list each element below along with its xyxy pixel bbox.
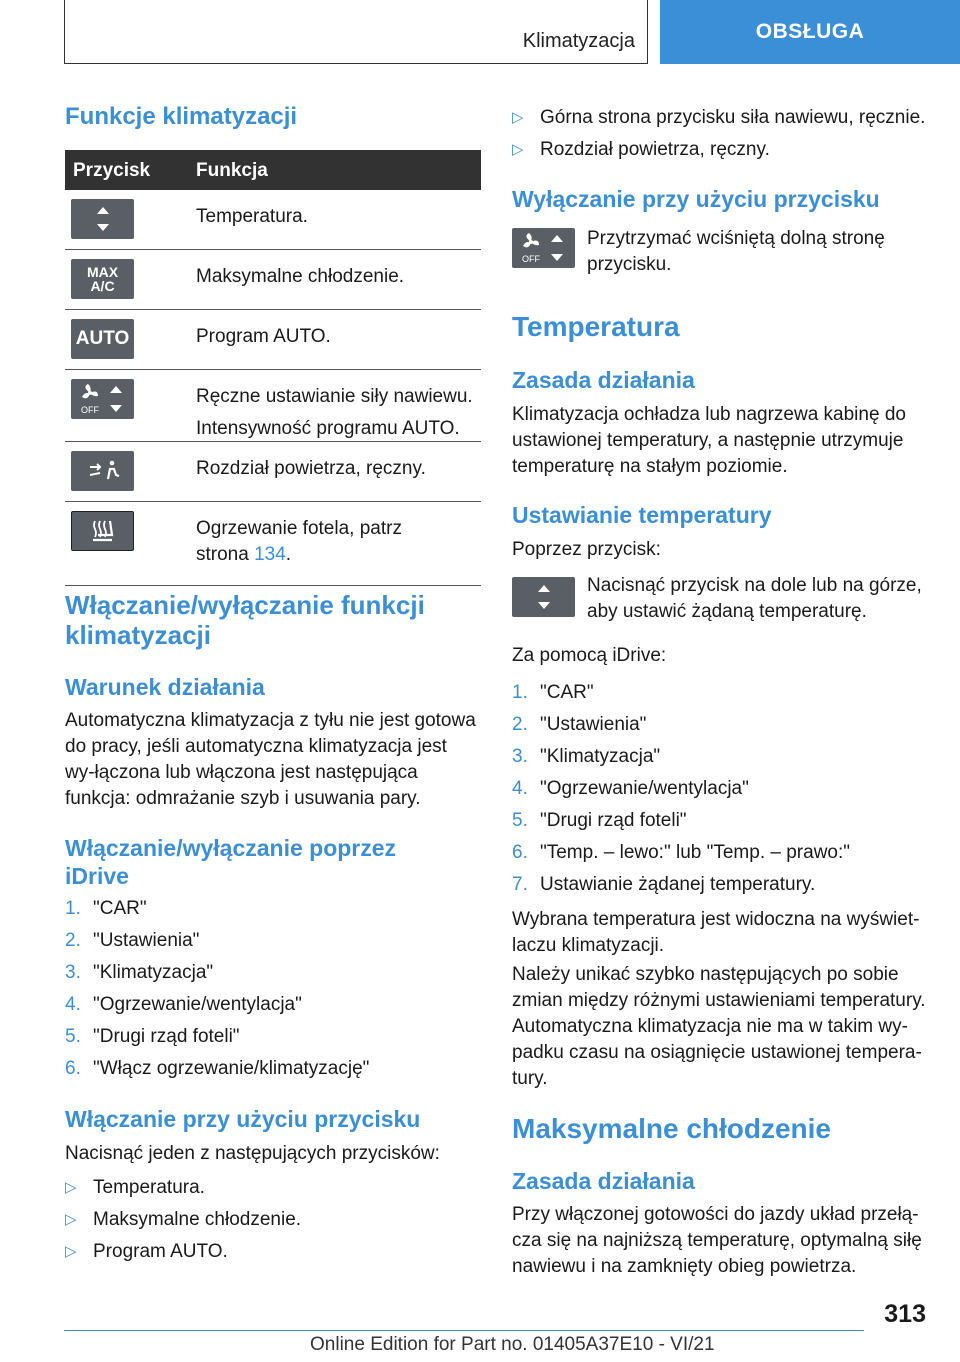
przycisk-text: Nacisnąć jeden z następujących przycisków: xyxy=(65,1143,440,1164)
bullet-triangle-icon: ▷ xyxy=(65,1243,77,1260)
table-row xyxy=(65,190,481,250)
header-box xyxy=(64,0,648,64)
table-header xyxy=(65,150,481,190)
bullet-triangle-icon: ▷ xyxy=(512,141,524,158)
table-row xyxy=(65,442,481,502)
heading-wlaczanie: Włączanie/wyłączanie funkcji klimatyzacji xyxy=(65,590,425,650)
table-row xyxy=(65,250,481,310)
nacisnac-text: Nacisnąć przycisk na dole lub na górze, aby ustawić żądaną temperaturę. xyxy=(587,575,922,622)
nalezy-text: Należy unikać szybko następujących po sobie zmian między różnymi ustawieniami temperatury. Automatyczna klimatyzacja nie ma w takim wy-padku czasu na osiągnięcie ustawionej tempera-tury. xyxy=(512,964,926,1089)
wylaczanie-text: Przytrzymać wciśniętą dolną stronę przycisku. xyxy=(587,228,885,275)
auto-icon: AUTO xyxy=(71,319,134,359)
col-header-button: Przycisk xyxy=(73,160,151,181)
heading-temperatura: Temperatura xyxy=(512,311,680,342)
fan-off-icon xyxy=(512,228,575,268)
edition-footer: Online Edition for Part no. 01405A37E10 - VI/21 xyxy=(310,1334,715,1355)
page-link[interactable]: 134 xyxy=(254,544,286,565)
zasada-text: Klimatyzacja ochładza lub nagrzewa kabinę do ustawionej temperatury, a następnie utrzymuje temperaturę na stałym poziomie. xyxy=(512,404,906,477)
subheading-zasada-2: Zasada działania xyxy=(512,1168,695,1194)
section-title: Klimatyzacja xyxy=(522,30,635,52)
subheading-przycisk: Włączanie przy użyciu przycisku xyxy=(65,1106,421,1132)
bullet-triangle-icon: ▷ xyxy=(65,1179,77,1196)
functions-table xyxy=(65,150,481,586)
heading-funkcje: Funkcje klimatyzacji xyxy=(65,103,298,130)
subheading-zasada: Zasada działania xyxy=(512,367,695,393)
function-text: Ogrzewanie fotela, patrz strona 134. xyxy=(196,518,402,565)
function-text: Program AUTO. xyxy=(196,326,331,347)
max-text: Przy włączonej gotowości do jazdy układ przełą-cza się na najniższą temperaturę, optymalną siłę nawiewu i na zamknięty obieg powietrza. xyxy=(512,1204,922,1277)
poprzez-text: Poprzez przycisk: xyxy=(512,539,661,560)
function-text: Temperatura. xyxy=(196,206,308,227)
subheading-wylaczanie: Wyłączanie przy użyciu przycisku xyxy=(512,186,880,212)
subheading-ustawianie: Ustawianie temperatury xyxy=(512,502,772,528)
temperature-arrows-icon xyxy=(512,577,575,617)
max-ac-icon: MAX A/C xyxy=(71,259,134,299)
fan-off-label: OFF xyxy=(80,405,99,415)
wybrana-text: Wybrana temperatura jest widoczna na wyświet-laczu klimatyzacji. xyxy=(512,909,920,956)
za-pomoca-text: Za pomocą iDrive: xyxy=(512,645,667,666)
temperature-arrows-icon xyxy=(71,199,134,239)
fan-off-icon xyxy=(71,379,134,419)
function-text-2: Intensywność programu AUTO. xyxy=(196,418,460,439)
page-number: 313 xyxy=(884,1300,926,1328)
table-row xyxy=(65,370,481,442)
heading-maksymalne: Maksymalne chłodzenie xyxy=(512,1113,832,1144)
seat-heating-icon xyxy=(71,511,134,551)
subheading-idrive: Włączanie/wyłączanie poprzez iDrive xyxy=(65,835,397,889)
bullet-triangle-icon: ▷ xyxy=(65,1211,77,1228)
bullet-triangle-icon: ▷ xyxy=(512,109,524,126)
function-text: Maksymalne chłodzenie. xyxy=(196,266,405,287)
col-header-function: Funkcja xyxy=(196,160,268,181)
table-row xyxy=(65,502,481,586)
function-text: Rozdział powietrza, ręczny. xyxy=(196,458,426,479)
table-row xyxy=(65,310,481,370)
footer-divider xyxy=(64,1330,864,1331)
subheading-warunek: Warunek działania xyxy=(65,674,265,700)
warunek-text: Automatyczna klimatyzacja z tyłu nie jest gotowa do pracy, jeśli automatyczna klimatyzacja jest wy-łączona lub włączona jest następująca funkcja: odmrażanie szyb i usuwania pary. xyxy=(65,710,476,809)
air-distribution-icon xyxy=(71,451,134,491)
chapter-tab[interactable]: OBSŁUGA xyxy=(660,0,960,64)
fan-off-label: OFF xyxy=(521,254,540,264)
function-text: Ręczne ustawianie siły nawiewu. xyxy=(196,386,473,407)
